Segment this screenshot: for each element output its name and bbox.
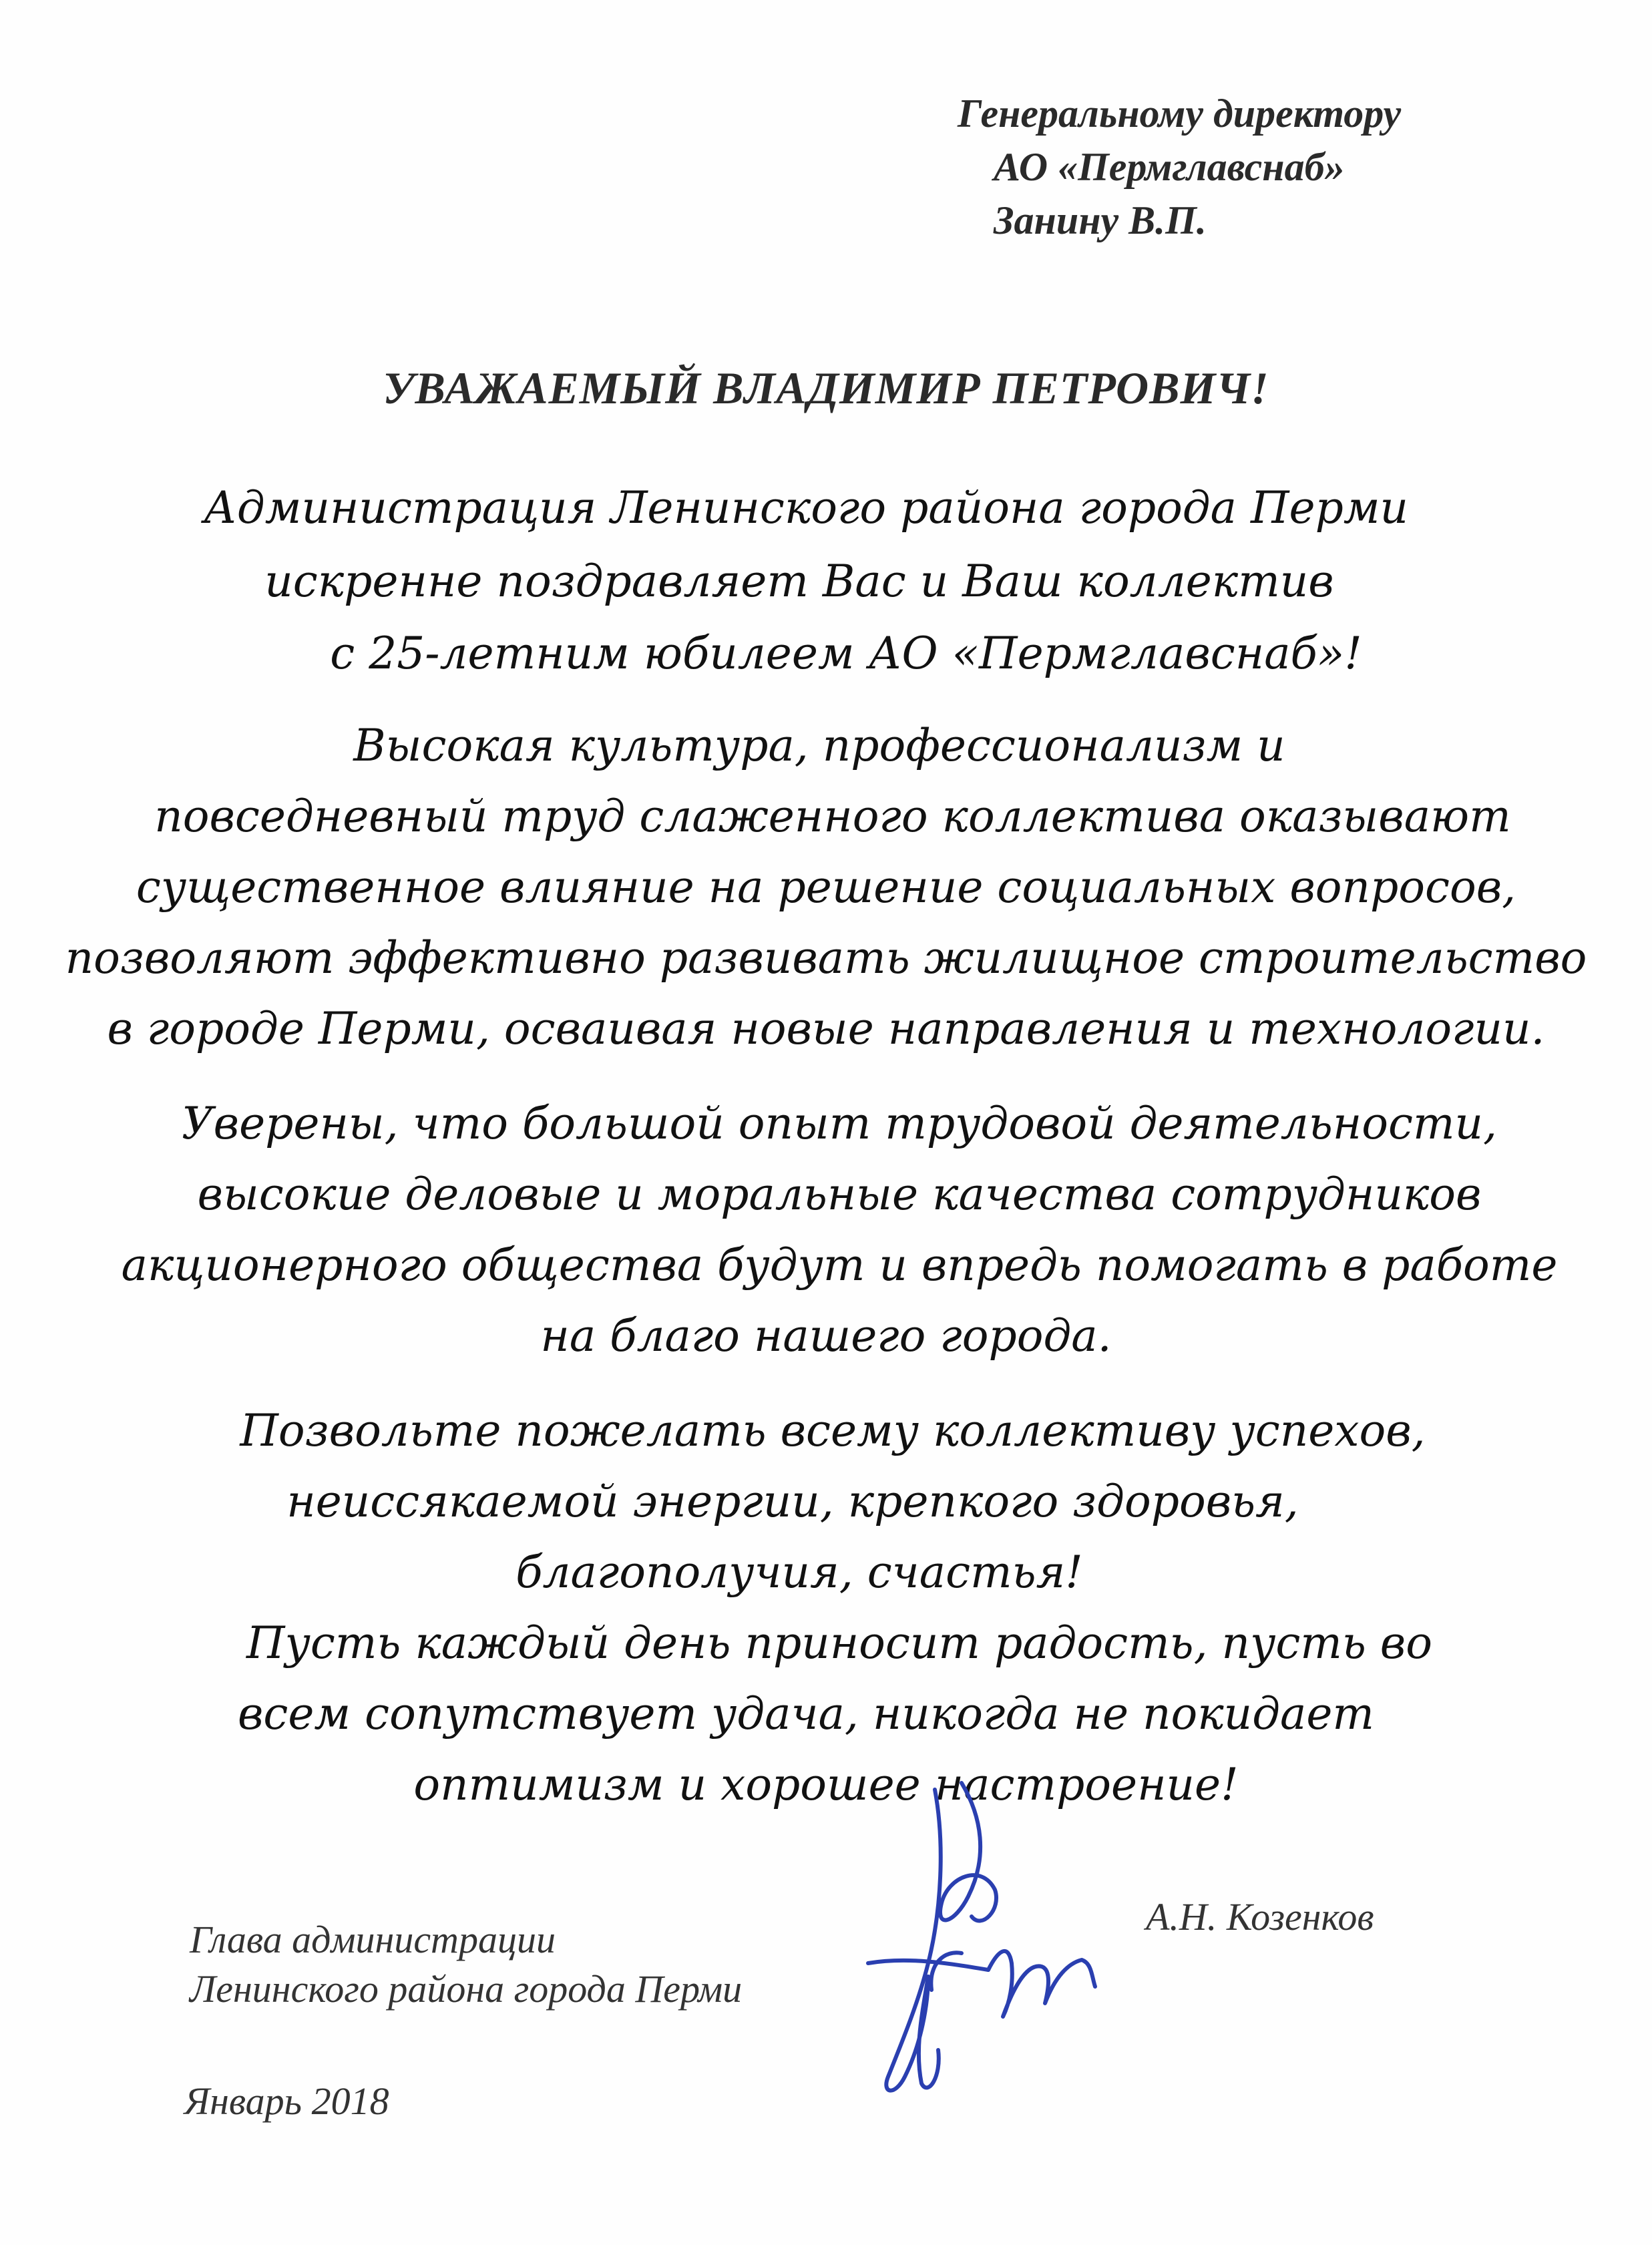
body-line: Позвольте пожелать всему коллективу успехов, (240, 1405, 1426, 1456)
body-line: акционерного общества будут и впредь помогать в работе (121, 1239, 1558, 1291)
body-line: высокие деловые и моральные качества сотрудников (197, 1169, 1482, 1220)
body-line: Администрация Ленинского района города Перми (203, 482, 1409, 534)
recipient-company: АО «Пермглавснаб» (994, 145, 1345, 189)
body-line: позволяют эффективно развивать жилищное строительство (65, 932, 1587, 984)
handwritten-signature (828, 1763, 1135, 2110)
signer-position: Глава администрации (190, 1918, 556, 1961)
body-line: Пусть каждый день приносит радость, пусть во (246, 1617, 1432, 1669)
body-line: всем сопутствует удача, никогда не покидает (237, 1688, 1375, 1740)
body-line: существенное влияние на решение социальных вопросов, (136, 861, 1516, 913)
signer-department: Ленинского района города Перми (190, 1967, 743, 2011)
body-line: Уверены, что большой опыт трудовой деятельности, (181, 1098, 1498, 1149)
body-line: повседневный труд слаженного коллектива оказывают (154, 791, 1511, 842)
signer-name: А.Н. Козенков (1146, 1895, 1374, 1938)
body-line: на благо нашего города. (540, 1310, 1112, 1362)
recipient-name: Занину В.П. (994, 198, 1207, 242)
recipient-title: Генеральному директору (958, 91, 1402, 136)
body-line: Высокая культура, профессионализм и (353, 720, 1285, 771)
body-line: неиссякаемой энергии, крепкого здоровья, (286, 1476, 1299, 1527)
salutation: УВАЖАЕМЫЙ ВЛАДИМИР ПЕТРОВИЧ! (383, 363, 1269, 413)
letter-date: Январь 2018 (184, 2079, 389, 2123)
body-line: искренне поздравляет Вас и Ваш коллектив (264, 556, 1334, 607)
body-line: в городе Перми, осваивая новые направления и технологии. (107, 1003, 1545, 1054)
body-line: благополучия, счастья! (515, 1547, 1083, 1598)
body-line: с 25-летним юбилеем АО «Пермглавснаб»! (330, 628, 1362, 679)
body-line: оптимизм и хорошее настроение! (413, 1759, 1239, 1810)
